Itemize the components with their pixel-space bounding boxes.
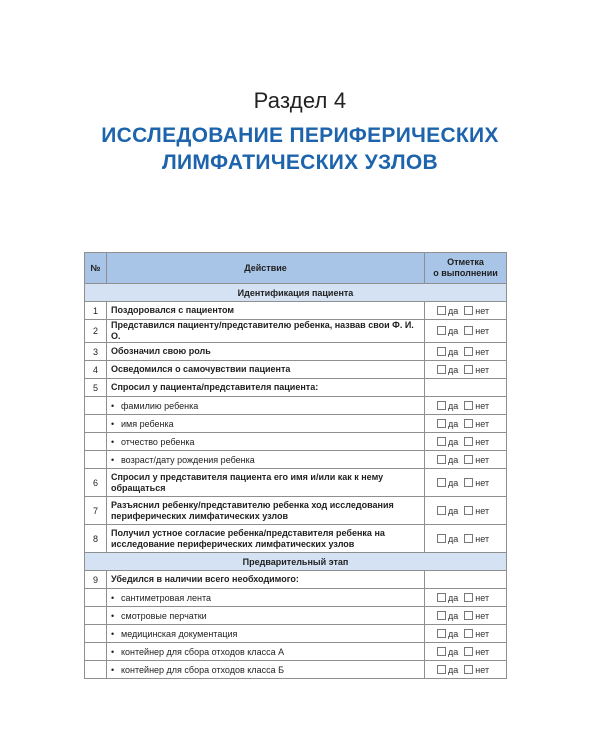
yes-checkbox[interactable]	[437, 478, 446, 487]
table-row	[85, 497, 507, 525]
checklist-table	[84, 252, 507, 679]
completion-mark	[425, 589, 507, 607]
row-action: Обозначил свою роль	[107, 343, 425, 361]
header-num: №	[85, 253, 107, 284]
header-mark-line2: о выполнении	[433, 268, 498, 278]
no-checkbox[interactable]	[464, 347, 473, 356]
table-row	[85, 343, 507, 361]
row-number: 4	[85, 361, 107, 379]
yes-label: да	[448, 305, 459, 316]
no-checkbox[interactable]	[464, 455, 473, 464]
completion-mark	[425, 415, 507, 433]
row-number	[85, 661, 107, 679]
yes-label: да	[448, 477, 459, 488]
yes-checkbox[interactable]	[437, 401, 446, 410]
table-row	[85, 361, 507, 379]
row-number: 9	[85, 571, 107, 589]
row-number	[85, 625, 107, 643]
row-action-text: сантиметровая лента	[121, 592, 211, 603]
bullet-icon: •	[111, 400, 115, 411]
table-row	[85, 433, 507, 451]
no-label: нет	[475, 436, 490, 447]
row-action	[107, 661, 425, 679]
table-row	[85, 415, 507, 433]
yes-checkbox[interactable]	[437, 534, 446, 543]
row-action	[107, 589, 425, 607]
yes-label: да	[448, 418, 459, 429]
completion-mark	[425, 607, 507, 625]
yes-label: да	[448, 454, 459, 465]
no-checkbox[interactable]	[464, 401, 473, 410]
yes-label: да	[448, 664, 459, 675]
row-number	[85, 643, 107, 661]
empty-mark-cell	[425, 379, 507, 397]
no-checkbox[interactable]	[464, 534, 473, 543]
row-action: Спросил у пациента/представителя пациента:	[107, 379, 425, 397]
row-action: Разъяснил ребенку/представителю ребенка ход исследования периферических лимфатических узлов	[107, 497, 425, 525]
yes-label: да	[448, 326, 459, 336]
no-checkbox[interactable]	[464, 611, 473, 620]
no-label: нет	[475, 346, 490, 357]
no-checkbox[interactable]	[464, 593, 473, 602]
row-action-text: контейнер для сбора отходов класса А	[121, 646, 285, 657]
bullet-icon: •	[111, 610, 115, 621]
row-action	[107, 643, 425, 661]
row-number: 3	[85, 343, 107, 361]
page-title	[0, 122, 600, 176]
yes-label: да	[448, 610, 459, 621]
row-action-text: фамилию ребенка	[121, 400, 199, 411]
header-action: Действие	[107, 253, 425, 284]
no-label: нет	[475, 646, 490, 657]
section-title-identification: Идентификация пациента	[85, 284, 507, 302]
yes-label: да	[448, 628, 459, 639]
yes-label: да	[448, 436, 459, 447]
bullet-icon: •	[111, 628, 115, 639]
yes-checkbox[interactable]	[437, 647, 446, 656]
table-row	[85, 571, 507, 589]
row-action	[107, 397, 425, 415]
table-row	[85, 589, 507, 607]
yes-checkbox[interactable]	[437, 365, 446, 374]
row-action	[107, 625, 425, 643]
row-action: Получил устное согласие ребенка/представителя ребенка на исследование периферических лимфатических узлов	[107, 525, 425, 553]
table-row	[85, 525, 507, 553]
no-label: нет	[475, 628, 490, 639]
no-checkbox[interactable]	[464, 326, 473, 335]
yes-label: да	[448, 646, 459, 657]
title-line-2: ЛИМФАТИЧЕСКИХ УЗЛОВ	[161, 151, 439, 174]
no-label: нет	[475, 592, 490, 603]
no-label: нет	[475, 505, 490, 516]
yes-label: да	[448, 592, 459, 603]
yes-label: да	[448, 364, 459, 375]
header-mark	[425, 253, 507, 284]
table-row	[85, 625, 507, 643]
row-number	[85, 607, 107, 625]
title-line-1: ИССЛЕДОВАНИЕ ПЕРИФЕРИЧЕСКИХ	[101, 124, 499, 147]
no-checkbox[interactable]	[464, 419, 473, 428]
no-label: нет	[475, 400, 490, 411]
row-action: Убедился в наличии всего необходимого:	[107, 571, 425, 589]
row-number	[85, 415, 107, 433]
bullet-icon: •	[111, 592, 115, 603]
row-action	[107, 607, 425, 625]
no-label: нет	[475, 454, 490, 465]
completion-mark	[425, 451, 507, 469]
completion-mark	[425, 661, 507, 679]
section-row	[85, 284, 507, 302]
yes-checkbox[interactable]	[437, 455, 446, 464]
completion-mark	[425, 643, 507, 661]
no-label: нет	[475, 305, 490, 316]
no-label: нет	[475, 418, 490, 429]
yes-checkbox[interactable]	[437, 306, 446, 315]
row-number	[85, 451, 107, 469]
bullet-icon: •	[111, 664, 115, 675]
yes-checkbox[interactable]	[437, 419, 446, 428]
row-number	[85, 433, 107, 451]
table-row	[85, 643, 507, 661]
table-row	[85, 469, 507, 497]
table-row	[85, 379, 507, 397]
row-action: Спросил у представителя пациента его имя и/или как к нему обращаться	[107, 469, 425, 497]
completion-mark	[425, 343, 507, 361]
section-row	[85, 553, 507, 571]
yes-checkbox[interactable]	[437, 629, 446, 638]
table-row	[85, 661, 507, 679]
row-action: Поздоровался с пациентом	[107, 302, 425, 320]
yes-label: да	[448, 400, 459, 411]
yes-checkbox[interactable]	[437, 326, 446, 335]
completion-mark	[425, 361, 507, 379]
bullet-icon: •	[111, 436, 115, 447]
row-action-text: контейнер для сбора отходов класса Б	[121, 664, 284, 675]
no-checkbox[interactable]	[464, 647, 473, 656]
table-row	[85, 302, 507, 320]
bullet-icon: •	[111, 418, 115, 429]
no-checkbox[interactable]	[464, 478, 473, 487]
completion-mark	[425, 497, 507, 525]
row-number: 5	[85, 379, 107, 397]
table-row	[85, 397, 507, 415]
row-number: 2	[85, 320, 107, 343]
row-number	[85, 589, 107, 607]
no-label: нет	[475, 610, 490, 621]
row-action-text: смотровые перчатки	[121, 610, 207, 621]
no-checkbox[interactable]	[464, 629, 473, 638]
yes-checkbox[interactable]	[437, 665, 446, 674]
completion-mark	[425, 302, 507, 320]
row-action: Представился пациенту/представителю ребенка, назвав свои Ф. И. О.	[107, 320, 425, 343]
row-number: 1	[85, 302, 107, 320]
row-action-text: отчество ребенка	[121, 436, 195, 447]
no-label: нет	[475, 364, 490, 375]
table-row	[85, 607, 507, 625]
header-mark-line1: Отметка	[447, 257, 484, 267]
no-label: нет	[475, 664, 490, 675]
yes-checkbox[interactable]	[437, 593, 446, 602]
row-number	[85, 397, 107, 415]
no-label: нет	[475, 477, 490, 488]
row-action: Осведомился о самочувствии пациента	[107, 361, 425, 379]
completion-mark	[425, 397, 507, 415]
yes-checkbox[interactable]	[437, 611, 446, 620]
row-action-text: имя ребенка	[121, 418, 174, 429]
table-header-row	[85, 253, 507, 284]
yes-checkbox[interactable]	[437, 347, 446, 356]
no-checkbox[interactable]	[464, 665, 473, 674]
row-action	[107, 451, 425, 469]
no-label: нет	[475, 326, 490, 336]
no-checkbox[interactable]	[464, 437, 473, 446]
completion-mark	[425, 320, 507, 343]
bullet-icon: •	[111, 646, 115, 657]
bullet-icon: •	[111, 454, 115, 465]
row-action-text: медицинская документация	[121, 628, 238, 639]
completion-mark	[425, 469, 507, 497]
row-action	[107, 415, 425, 433]
row-action	[107, 433, 425, 451]
table-row	[85, 451, 507, 469]
no-checkbox[interactable]	[464, 506, 473, 515]
section-label: Раздел 4	[253, 88, 347, 113]
row-number: 8	[85, 525, 107, 553]
empty-mark-cell	[425, 571, 507, 589]
no-checkbox[interactable]	[464, 306, 473, 315]
completion-mark	[425, 625, 507, 643]
completion-mark	[425, 433, 507, 451]
yes-label: да	[448, 505, 459, 516]
row-number: 7	[85, 497, 107, 525]
row-number: 6	[85, 469, 107, 497]
section-title-preliminary: Предварительный этап	[85, 553, 507, 571]
completion-mark	[425, 525, 507, 553]
yes-checkbox[interactable]	[437, 506, 446, 515]
no-checkbox[interactable]	[464, 365, 473, 374]
yes-checkbox[interactable]	[437, 437, 446, 446]
row-action-text: возраст/дату рождения ребенка	[121, 454, 255, 465]
yes-label: да	[448, 533, 459, 544]
table-row	[85, 320, 507, 343]
yes-label: да	[448, 346, 459, 357]
no-label: нет	[475, 533, 490, 544]
